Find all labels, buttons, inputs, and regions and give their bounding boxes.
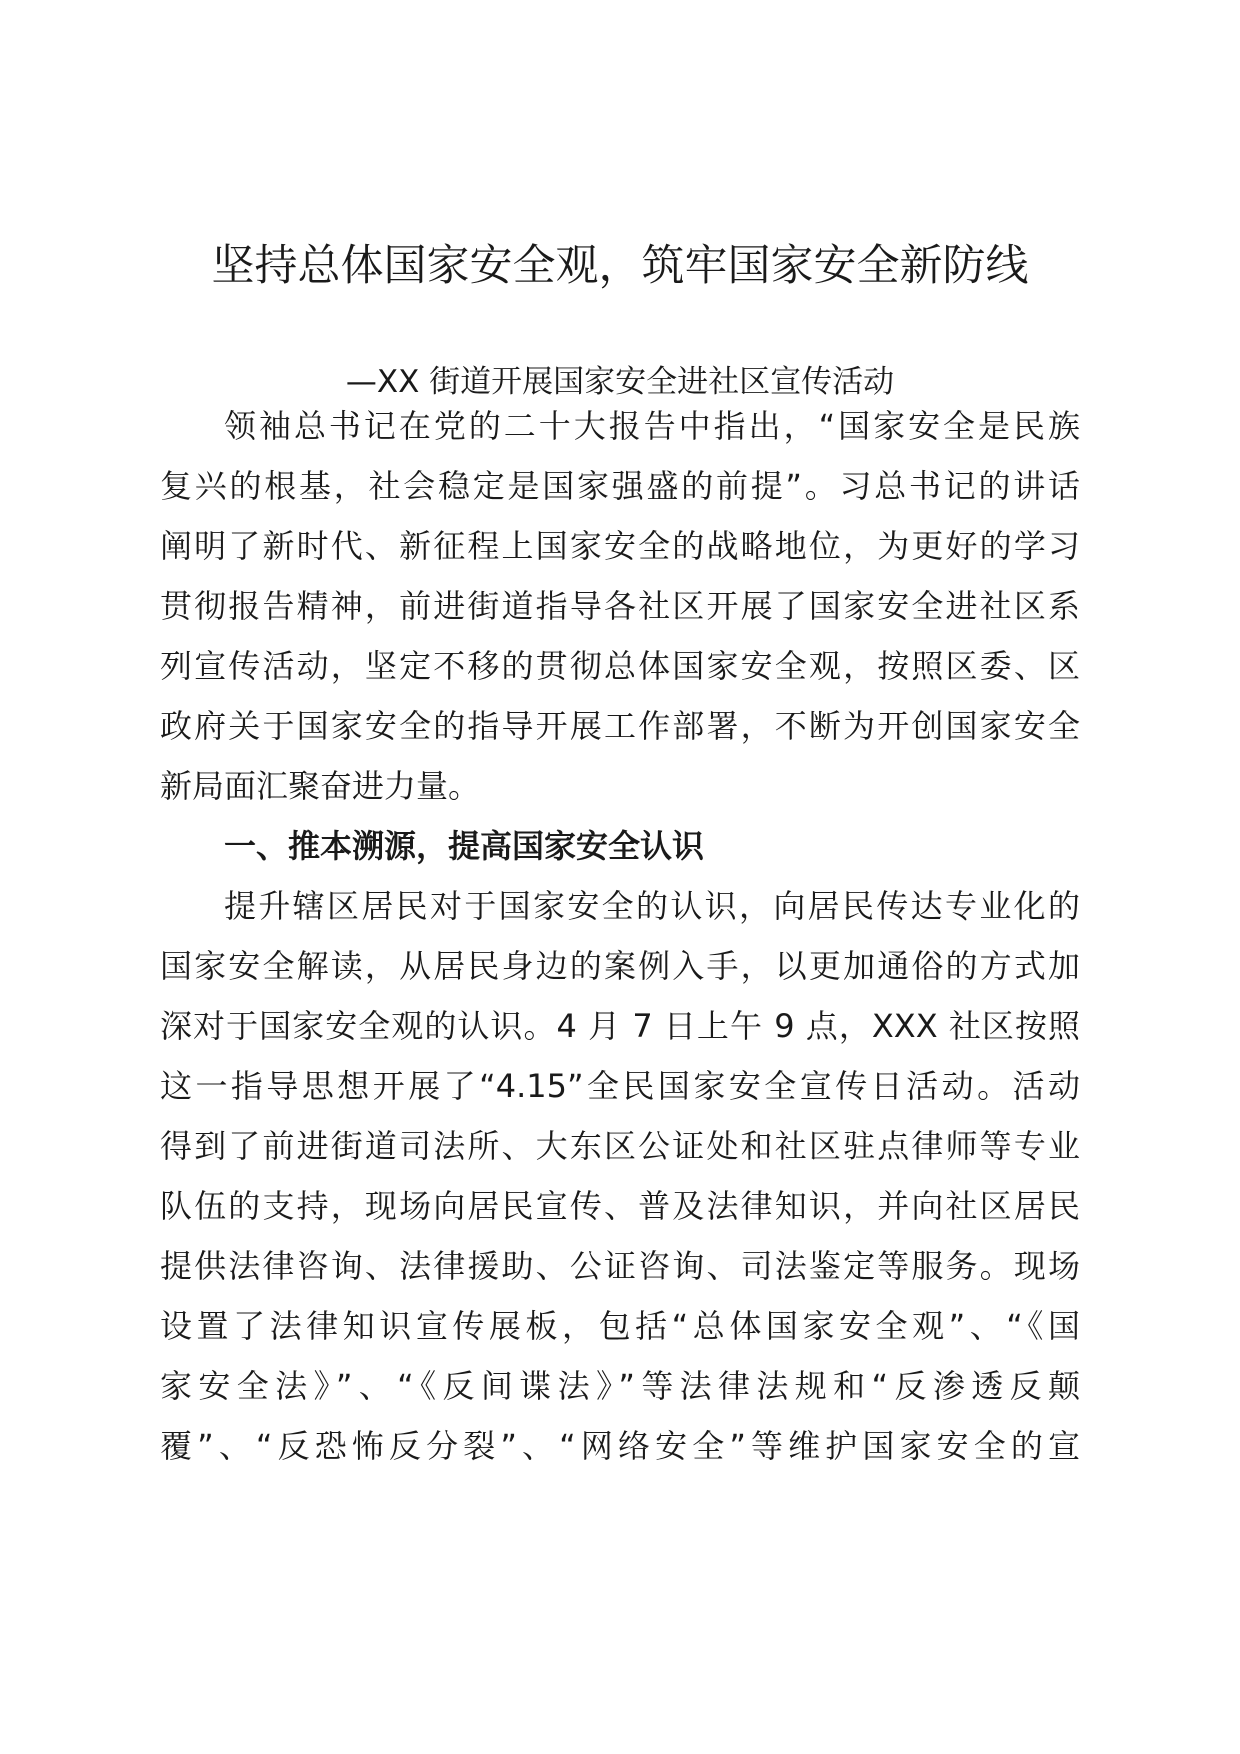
paragraph-line: 队伍的支持，现场向居民宣传、普及法律知识，并向社区居民 bbox=[160, 1187, 1080, 1225]
paragraph-line: 国家安全解读，从居民身边的案例入手，以更加通俗的方式加 bbox=[160, 947, 1080, 985]
section-heading-1 bbox=[160, 816, 1080, 876]
paragraph-section-1 bbox=[160, 876, 1080, 1476]
paragraph-line: 新局面汇聚奋进力量。 bbox=[160, 767, 481, 805]
paragraph-line: 复兴的根基，社会稳定是国家强盛的前提”。习总书记的讲话 bbox=[160, 467, 1080, 505]
document-subtitle: —XX 街道开展国家安全进社区宣传活动 bbox=[345, 364, 895, 400]
paragraph-line: 贯彻报告精神，前进街道指导各社区开展了国家安全进社区系 bbox=[160, 587, 1080, 625]
paragraph-line: 提升辖区居民对于国家安全的认识，向居民传达专业化的 bbox=[224, 887, 1080, 925]
paragraph-line: 领袖总书记在党的二十大报告中指出，“国家安全是民族 bbox=[224, 407, 1080, 445]
paragraph-line: 这一指导思想开展了“4.15”全民国家安全宣传日活动。活动 bbox=[160, 1067, 1080, 1105]
paragraph-line: 家安全法》”、“《反间谍法》”等法律法规和“反渗透反颠 bbox=[160, 1367, 1080, 1405]
paragraph-line: 覆”、“反恐怖反分裂”、“网络安全”等维护国家安全的宣 bbox=[160, 1427, 1080, 1465]
paragraph-line: 得到了前进街道司法所、大东区公证处和社区驻点律师等专业 bbox=[160, 1127, 1080, 1165]
paragraph-line: 列宣传活动，坚定不移的贯彻总体国家安全观，按照区委、区 bbox=[160, 647, 1080, 685]
paragraph-line: 深对于国家安全观的认识。4 月 7 日上午 9 点，XXX 社区按照 bbox=[160, 1007, 1080, 1045]
paragraph-line: 设置了法律知识宣传展板，包括“总体国家安全观”、“《国 bbox=[160, 1307, 1080, 1345]
paragraph-line: 政府关于国家安全的指导开展工作部署，不断为开创国家安全 bbox=[160, 707, 1080, 745]
paragraph-intro bbox=[160, 396, 1080, 816]
paragraph-line: 提供法律咨询、法律援助、公证咨询、司法鉴定等服务。现场 bbox=[160, 1247, 1080, 1285]
section-heading-text: 一、推本溯源，提高国家安全认识 bbox=[224, 827, 705, 865]
document-title: 坚持总体国家安全观，筑牢国家安全新防线 bbox=[211, 241, 1029, 291]
paragraph-line: 阐明了新时代、新征程上国家安全的战略地位，为更好的学习 bbox=[160, 527, 1080, 565]
